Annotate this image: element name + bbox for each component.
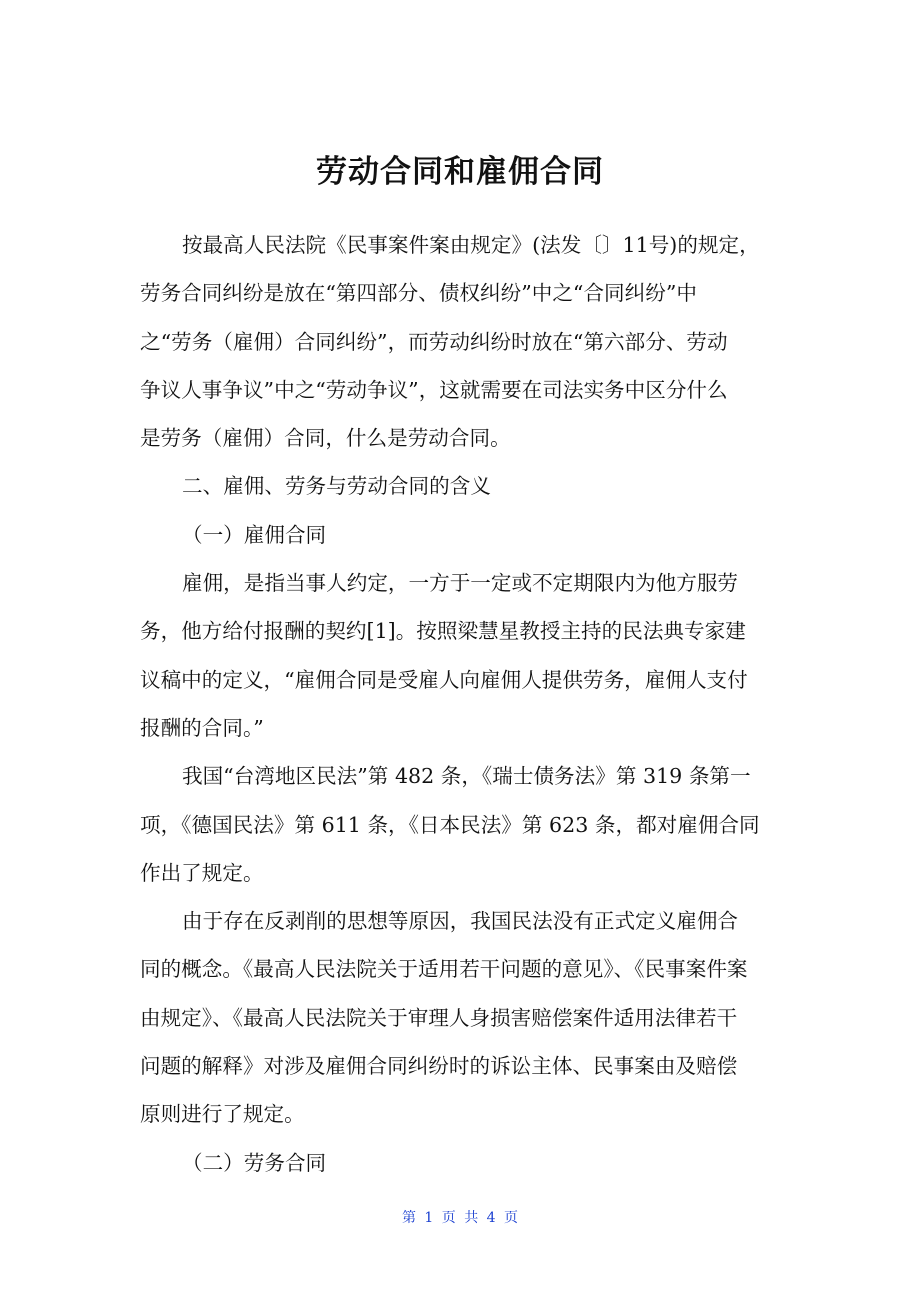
paragraph-line: 项，《德国民法》第 611 条，《日本民法》第 623 条，都对雇佣合同	[140, 812, 760, 837]
paragraph	[140, 752, 790, 897]
document-title: 劳动合同和雇佣合同	[316, 154, 604, 190]
document-body	[140, 221, 790, 1187]
paragraph	[140, 221, 790, 462]
paragraph-line: 报酬的合同。”	[140, 715, 264, 740]
paragraph-line: 作出了规定。	[140, 860, 264, 885]
paragraph-line: 由规定》、《最高人民法院关于审理人身损害赔偿案件适用法律若干	[140, 1005, 738, 1030]
paragraph-line: 之“劳务（雇佣）合同纠纷”，而劳动纠纷时放在“第六部分、劳动	[140, 329, 728, 354]
paragraph-line: 问题的解释》对涉及雇佣合同纠纷时的诉讼主体、民事案由及赔偿	[140, 1054, 738, 1079]
paragraph	[140, 462, 790, 510]
paragraph-line: 务，他方给付报酬的契约[1]。按照梁慧星教授主持的民法典专家建	[140, 619, 746, 644]
paragraph	[140, 897, 790, 1138]
paragraph-line: 议稿中的定义，“雇佣合同是受雇人向雇佣人提供劳务，雇佣人支付	[140, 667, 748, 692]
paragraph	[140, 559, 790, 752]
paragraph-line: 是劳务（雇佣）合同，什么是劳动合同。	[140, 426, 511, 451]
paragraph-line: 劳务合同纠纷是放在“第四部分、债权纠纷”中之“合同纠纷”中	[140, 281, 697, 306]
paragraph	[140, 511, 790, 559]
page-footer: 第 1 页 共 4 页	[401, 1210, 519, 1226]
paragraph-line: （一）雇佣合同	[182, 522, 327, 547]
paragraph-line: 同的概念。《最高人民法院关于适用若干问题的意见》、《民事案件案	[140, 957, 748, 982]
paragraph-line: 二、雇佣、劳务与劳动合同的含义	[182, 474, 491, 499]
paragraph-line: 原则进行了规定。	[140, 1102, 305, 1127]
paragraph-line: 由于存在反剥削的思想等原因，我国民法没有正式定义雇佣合	[182, 909, 739, 934]
paragraph-line: 雇佣，是指当事人约定，一方于一定或不定期限内为他方服劳	[182, 571, 739, 596]
paragraph-line: 我国“台湾地区民法”第 482 条，《瑞士债务法》第 319 条第一	[182, 764, 751, 789]
paragraph-line: 按最高人民法院《民事案件案由规定》(法发〔〕11号)的规定，	[182, 233, 760, 257]
paragraph	[140, 1139, 790, 1187]
paragraph-line: 争议人事争议”中之“劳动争议”，这就需要在司法实务中区分什么	[140, 377, 728, 402]
paragraph-line: （二）劳务合同	[182, 1150, 327, 1175]
